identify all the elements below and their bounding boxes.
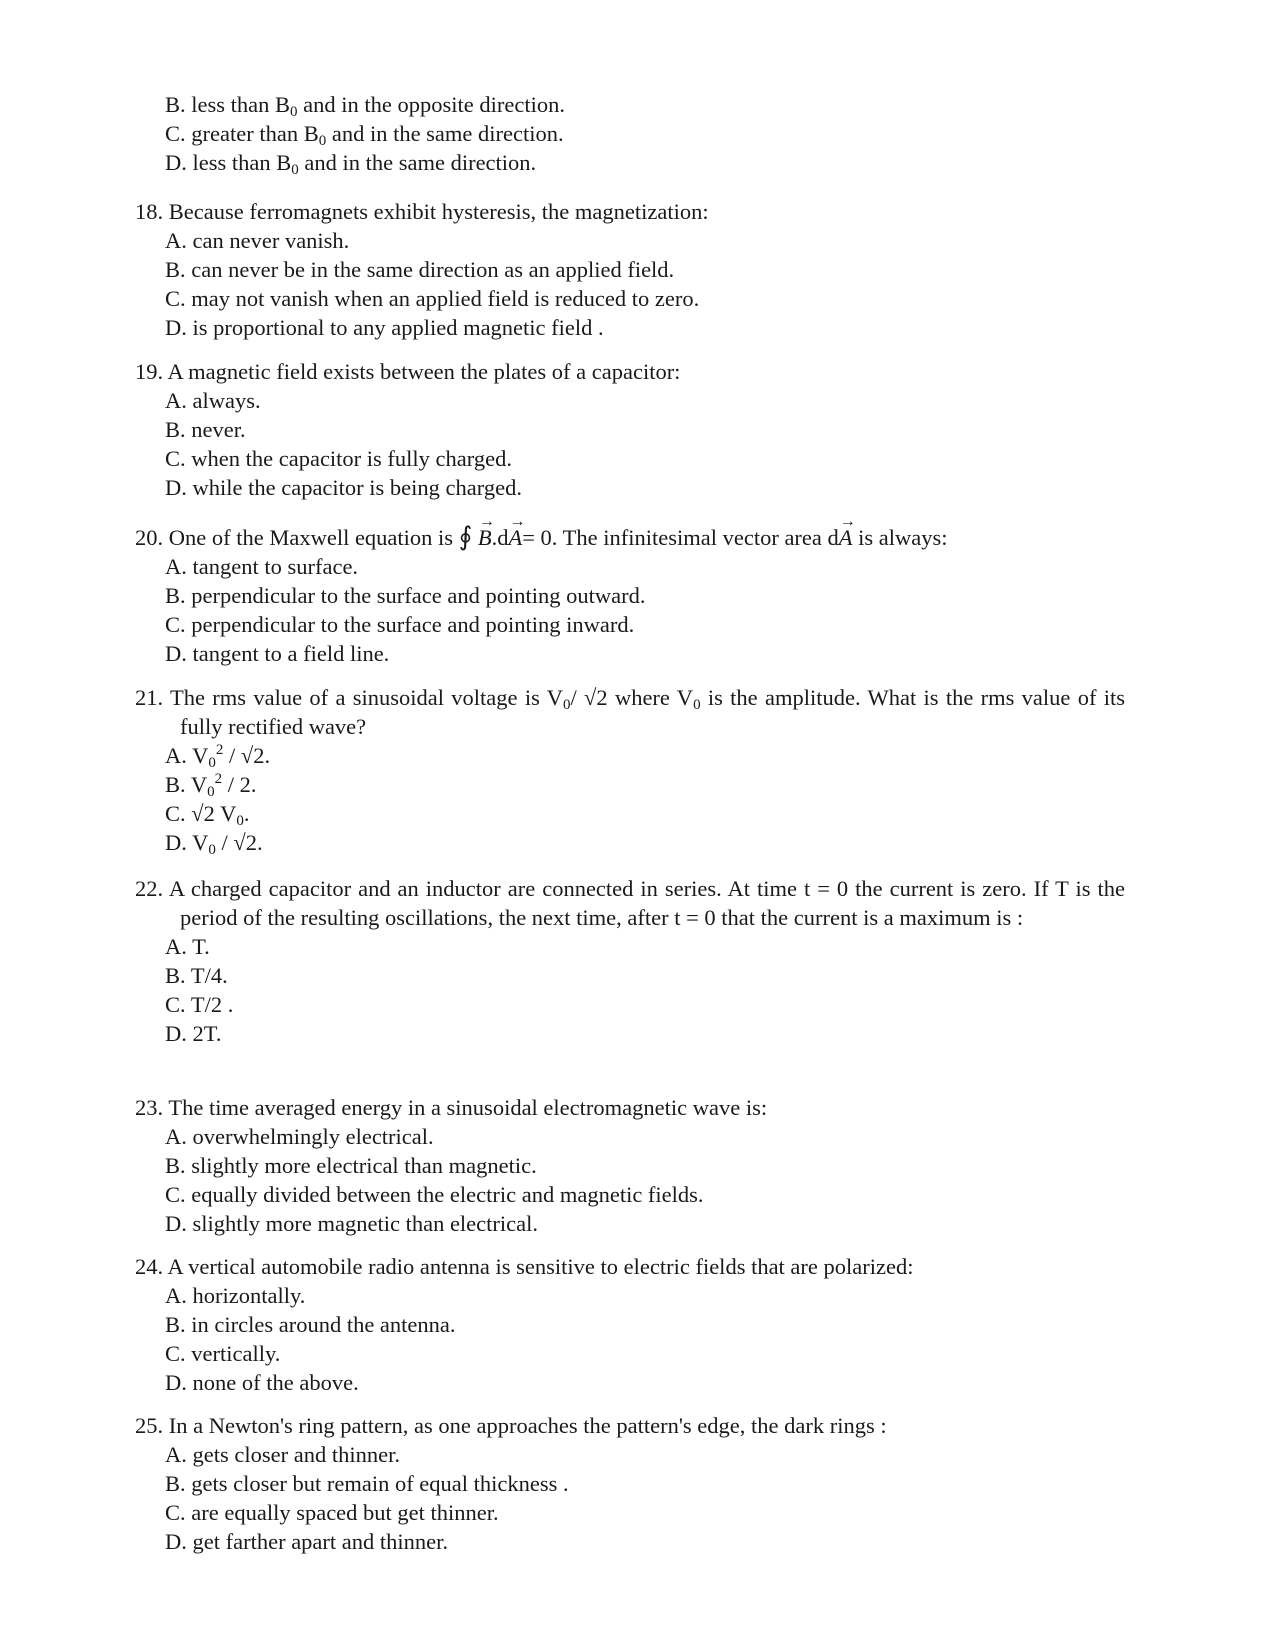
option-23-b: B. slightly more electrical than magnetic. bbox=[165, 1153, 537, 1178]
option-20-c: C. perpendicular to the surface and pointing inward. bbox=[165, 612, 635, 637]
question-24-text: 24. A vertical automobile radio antenna is sensitive to electric fields that are polarized: bbox=[135, 1254, 914, 1279]
option-19-d: D. while the capacitor is being charged. bbox=[165, 475, 522, 500]
question-20-text: 20. One of the Maxwell equation is ∮ → B.d→ A= 0. The infinitesimal vector area d→ A is always: bbox=[135, 522, 1125, 552]
option-20-b: B. perpendicular to the surface and pointing outward. bbox=[165, 583, 646, 608]
option-21-b: B. $V_0^2 / 2$. bbox=[165, 771, 257, 800]
question-18-text: 18. Because ferromagnets exhibit hysteresis, the magnetization: bbox=[135, 199, 709, 224]
question-23 bbox=[135, 1093, 1125, 1238]
option-20-a: A. tangent to surface. bbox=[165, 554, 359, 579]
option-23-c: C. equally divided between the electric and magnetic fields. bbox=[165, 1182, 704, 1207]
question-19 bbox=[135, 357, 1125, 502]
option-20-d: D. tangent to a field line. bbox=[165, 641, 390, 666]
option-25-a: A. gets closer and thinner. bbox=[165, 1442, 400, 1467]
option-24-c: C. vertically. bbox=[165, 1341, 281, 1366]
option-18-c: C. may not vanish when an applied field is reduced to zero. bbox=[165, 286, 700, 311]
option-25-b: B. gets closer but remain of equal thickness . bbox=[165, 1471, 569, 1496]
option-24-d: D. none of the above. bbox=[165, 1370, 359, 1395]
question-23-text: 23. The time averaged energy in a sinusoidal electromagnetic wave is: bbox=[135, 1095, 768, 1120]
question-25 bbox=[135, 1411, 1125, 1556]
question-21-text: 21. The rms value of a sinusoidal voltage is $V_0/$ √2 where $V_0$ is the amplitude. What is the rms value of its fully rectified wave? bbox=[135, 685, 1125, 739]
question-17-tail bbox=[135, 90, 1125, 177]
option-17-b: B. less than $B_0$ and in the opposite direction. bbox=[165, 92, 565, 120]
option-19-a: A. always. bbox=[165, 388, 261, 413]
option-21-d: D. $V_0 / √2$. bbox=[165, 830, 263, 858]
question-22-text: 22. A charged capacitor and an inductor are connected in series. At time t = 0 the current is zero. If T is the period of the resulting oscillations, the next time, after t = 0 that the current is a maximum is : bbox=[135, 876, 1125, 930]
question-25-text: 25. In a Newton's ring pattern, as one approaches the pattern's edge, the dark rings : bbox=[135, 1413, 887, 1438]
option-21-a: A. $V_0^2 / √2$. bbox=[165, 742, 271, 771]
option-22-c: C. T/2 . bbox=[165, 992, 234, 1017]
question-21 bbox=[135, 683, 1125, 857]
vector-b: → B bbox=[478, 523, 492, 552]
question-24 bbox=[135, 1252, 1125, 1397]
question-20 bbox=[135, 522, 1125, 668]
option-19-b: B. never. bbox=[165, 417, 246, 442]
option-24-a: A. horizontally. bbox=[165, 1283, 306, 1308]
option-22-a: A. T. bbox=[165, 934, 210, 959]
option-21-c: C. √2 $V_0$. bbox=[165, 801, 250, 829]
option-25-c: C. are equally spaced but get thinner. bbox=[165, 1500, 499, 1525]
option-17-c: C. greater than $B_0$ and in the same direction. bbox=[165, 121, 564, 149]
option-17-d: D. less than $B_0$ and in the same direction. bbox=[165, 150, 537, 178]
option-22-d: D. 2T. bbox=[165, 1021, 222, 1046]
option-18-a: A. can never vanish. bbox=[165, 228, 350, 253]
question-18 bbox=[135, 197, 1125, 342]
vector-a: → A bbox=[508, 523, 522, 552]
question-22 bbox=[135, 874, 1125, 1048]
option-23-d: D. slightly more magnetic than electrical. bbox=[165, 1211, 538, 1236]
option-18-d: D. is proportional to any applied magnetic field . bbox=[165, 315, 604, 340]
vector-a-area: → A bbox=[839, 523, 853, 552]
option-23-a: A. overwhelmingly electrical. bbox=[165, 1124, 434, 1149]
question-19-text: 19. A magnetic field exists between the plates of a capacitor: bbox=[135, 359, 681, 384]
option-22-b: B. T/4. bbox=[165, 963, 228, 988]
option-18-b: B. can never be in the same direction as an applied field. bbox=[165, 257, 675, 282]
option-25-d: D. get farther apart and thinner. bbox=[165, 1529, 449, 1554]
option-19-c: C. when the capacitor is fully charged. bbox=[165, 446, 512, 471]
option-24-b: B. in circles around the antenna. bbox=[165, 1312, 456, 1337]
contour-integral-symbol: ∮ bbox=[458, 522, 473, 551]
